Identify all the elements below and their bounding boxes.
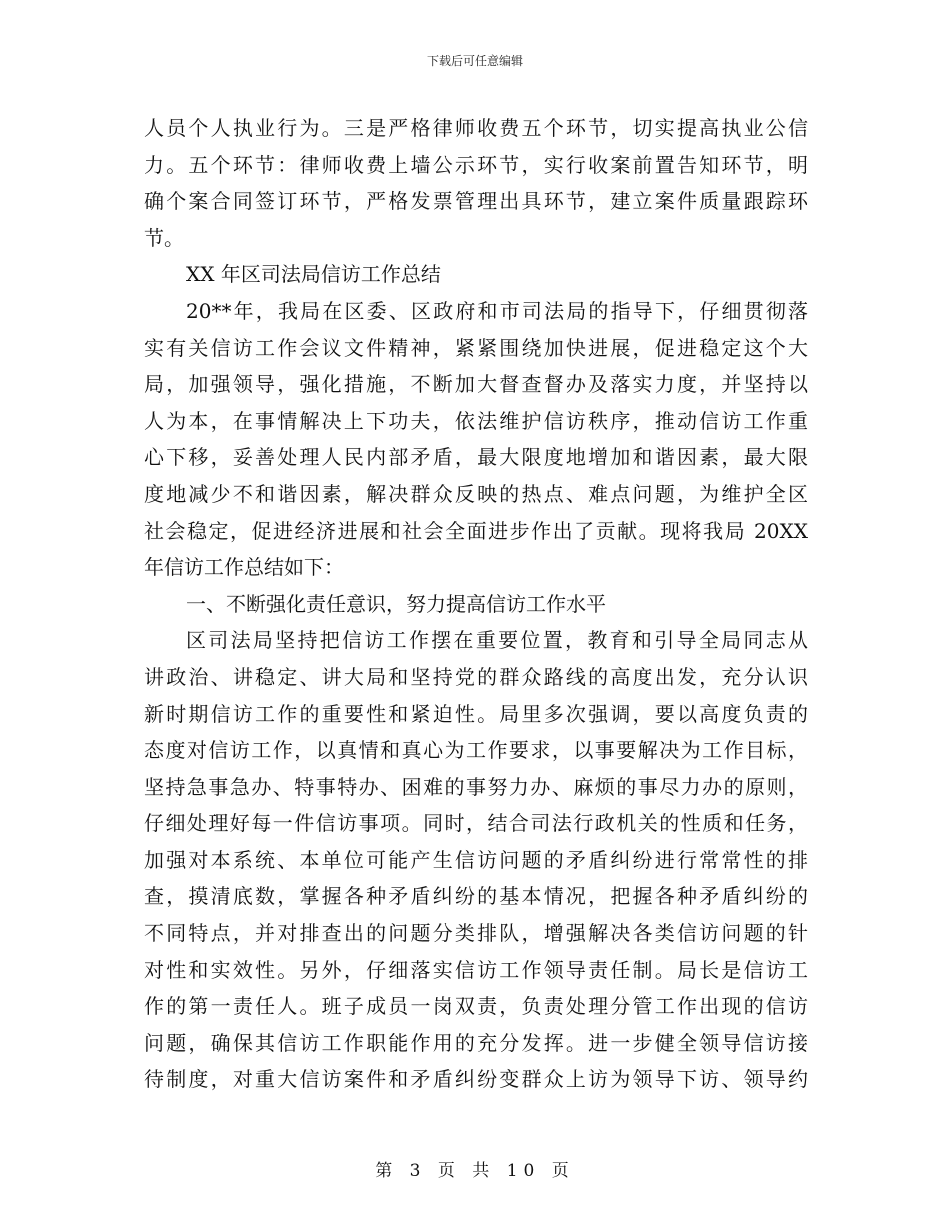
section-title: XX 年区司法局信访工作总结: [186, 262, 441, 287]
text-line: 人员个人执业行为。三是严格律师收费五个环节，切实提高执业公信: [144, 116, 808, 140]
text-line: 节。: [144, 225, 184, 250]
text-line: 坚持急事急办、特事特办、困难的事努力办、麻烦的事尽力办的原则，: [144, 774, 808, 799]
text-line: 新时期信访工作的重要性和紧迫性。局里多次强调，要以高度负责的: [144, 701, 808, 726]
text-line: 社会稳定，促进经济进展和社会全面进步作出了贡献。现将我局 20XX: [144, 518, 808, 543]
text-line: 仔细处理好每一件信访事项。同时，结合司法行政机关的性质和任务，: [144, 811, 808, 836]
text-line: 待制度，对重大信访案件和矛盾纠纷变群众上访为领导下访、领导约: [144, 1067, 808, 1092]
text-line: 度地减少不和谐因素，解决群众反映的热点、难点问题，为维护全区: [144, 481, 808, 506]
text-line: 确个案合同签订环节，严格发票管理出具环节，建立案件质量跟踪环: [144, 189, 808, 214]
page-number: 第 3 页 共 10 页: [375, 1161, 575, 1181]
document-body: [144, 110, 808, 1098]
section-heading: 一、不断强化责任意识，努力提高信访工作水平: [186, 591, 606, 616]
text-line: 20**年，我局在区委、区政府和市司法局的指导下，仔细贯彻落: [186, 298, 808, 323]
text-line: 态度对信访工作，以真情和真心为工作要求，以事要解决为工作目标，: [144, 738, 808, 763]
text-line: 作的第一责任人。班子成员一岗双责，负责处理分管工作出现的信访: [144, 994, 808, 1019]
text-line: 讲政治、讲稳定、讲大局和坚持党的群众路线的高度出发，充分认识: [144, 664, 808, 689]
text-line: 对性和实效性。另外，仔细落实信访工作领导责任制。局长是信访工: [144, 957, 808, 982]
text-line: 问题，确保其信访工作职能作用的充分发挥。进一步健全领导信访接: [144, 1030, 808, 1055]
text-line: 加强对本系统、本单位可能产生信访问题的矛盾纠纷进行常常性的排: [144, 847, 808, 872]
text-line: 心下移，妥善处理人民内部矛盾，最大限度地增加和谐因素，最大限: [144, 445, 808, 470]
text-line: 区司法局坚持把信访工作摆在重要位置，教育和引导全局同志从: [186, 628, 808, 653]
text-line: 实有关信访工作会议文件精神，紧紧围绕加快进展，促进稳定这个大: [144, 335, 808, 360]
text-line: 查，摸清底数，掌握各种矛盾纠纷的基本情况，把握各种矛盾纠纷的: [144, 884, 808, 909]
page-header: 下载后可任意编辑: [426, 54, 523, 68]
text-line: 人为本，在事情解决上下功夫，依法维护信访秩序，推动信访工作重: [144, 408, 808, 433]
text-line: 年信访工作总结如下：: [144, 555, 344, 580]
text-line: 不同特点，并对排查出的问题分类排队，增强解决各类信访问题的针: [144, 921, 808, 946]
text-line: 局，加强领导，强化措施，不断加大督查督办及落实力度，并坚持以: [144, 372, 808, 397]
text-line: 力。五个环节：律师收费上墙公示环节，实行收案前置告知环节，明: [144, 152, 808, 177]
